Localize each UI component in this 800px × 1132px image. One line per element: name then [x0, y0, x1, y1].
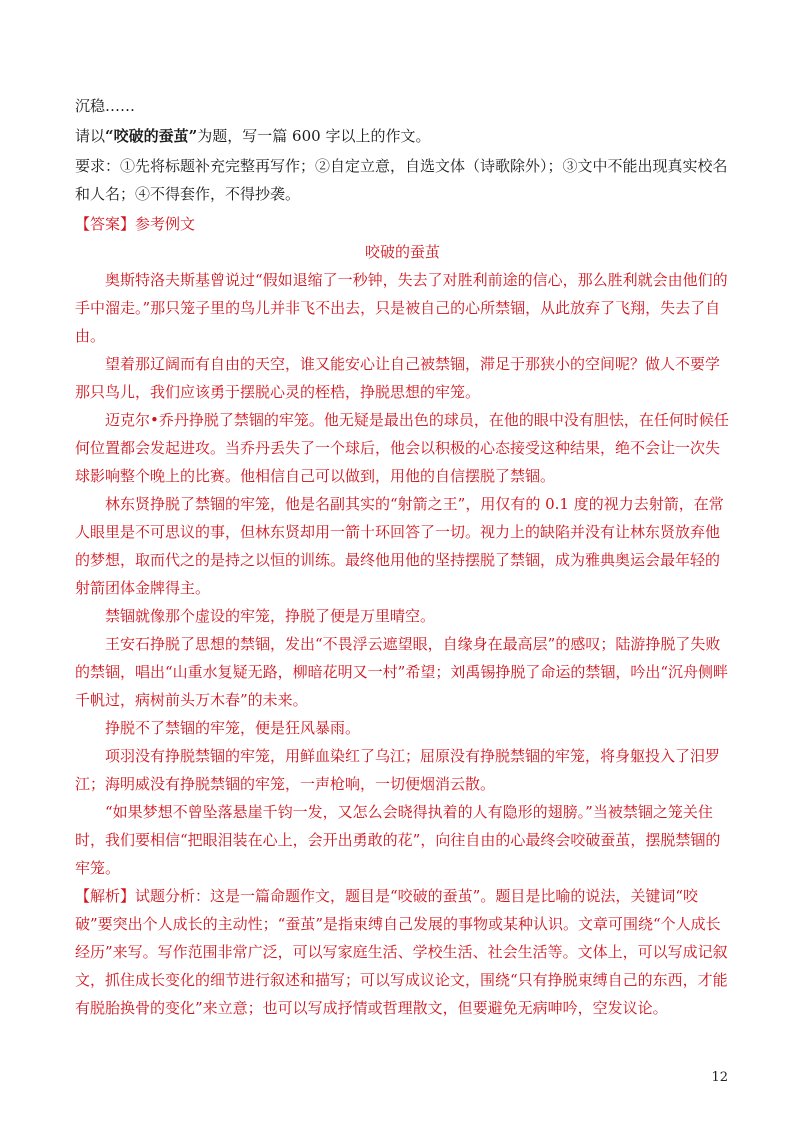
essay-paragraph: 项羽没有挣脱禁锢的牢笼，用鲜血染红了乌江；屈原没有挣脱禁锢的牢笼，将身躯投入了汨罗江；海明威没有挣脱禁锢的牢笼，一声枪响，一切便烟消云散。	[75, 747, 721, 793]
essay-paragraph: 禁锢就像那个虚设的牢笼，挣脱了便是万里晴空。	[105, 607, 436, 625]
essay-paragraph: “如果梦想不曾坠落悬崖千钧一发，又怎么会晓得执着的人有隐形的翅膀。”当被禁锢之笼关住时，我们要相信“把眼泪装在心上，会开出勇敢的花”，向往自由的心最终会咬破蚕茧，摆脱禁锢的牢笼。	[75, 803, 721, 877]
essay-paragraph: 迈克尔•乔丹挣脱了禁锢的牢笼。他无疑是最出色的球员，在他的眼中没有胆怯，在任何时候任何位置都会发起进攻。当乔丹丢失了一个球后，他会以积极的心态接受这种结果，绝不会让一次失球影响整个晚上的比赛。他相信自己可以做到，用他的自信摆脱了禁锢。	[75, 411, 729, 485]
essay-prompt	[75, 122, 730, 150]
prompt-title: “咬破的蚕茧”	[105, 127, 198, 145]
essay-title: 咬破的蚕茧	[364, 243, 440, 261]
essay-paragraph: 王安石挣脱了思想的禁锢，发出“不畏浮云遮望眼，自缘身在最高层”的感叹；陆游挣脱了失败的禁锢，唱出“山重水复疑无路，柳暗花明又一村”希望；刘禹锡挣脱了命运的禁锢，吟出“沉舟侧畔千帆过，病树前头万木春”的未来。	[75, 635, 729, 709]
essay-paragraph: 挣脱不了禁锢的牢笼，便是狂风暴雨。	[105, 719, 361, 737]
requirements: 要求：①先将标题补充完整再写作；②自定立意，自选文体（诗歌除外）；③文中不能出现真实校名和人名；④不得套作，不得抄袭。	[75, 157, 728, 203]
essay-paragraph: 林东贤挣脱了禁锢的牢笼，他是名副其实的“射箭之王”，用仅有的 0.1 度的视力去射箭，在常人眼里是不可思议的事，但林东贤却用一箭十环回答了一切。视力上的缺陷并没有让林东贤放弃他的梦想，取而代之的是持之以恒的训练。最终他用他的坚持摆脱了禁锢，成为雅典奥运会最年轻的射箭团体金牌得主。	[75, 495, 724, 597]
prompt-post: 为题，写一篇 600 字以上的作文。	[197, 127, 431, 145]
essay-paragraph: 奥斯特洛夫斯基曾说过“假如退缩了一秒钟，失去了对胜利前途的信心，那么胜利就会由他们的手中溜走。”那只笼子里的鸟儿并非飞不出去，只是被自己的心所禁锢，从此放弃了飞翔，失去了自由。	[75, 271, 728, 345]
prompt-pre: 请以	[75, 127, 106, 145]
page-content	[75, 92, 730, 1022]
essay-paragraph: 望着那辽阔而有自由的天空，谁又能安心让自己被禁锢，滞足于那狭小的空间呢？做人不要学那只鸟儿，我们应该勇于摆脱心灵的桎梏，挣脱思想的牢笼。	[75, 355, 721, 401]
question-line: 沉稳……	[75, 97, 136, 115]
analysis: 【解析】试题分析：这是一篇命题作文，题目是“咬破的蚕茧”。题目是比喻的说法，关键词“咬破”要突出个人成长的主动性；“蚕茧”是指束缚自己发展的事物或某种认识。文章可围绕“个人成长经历”来写。写作范围非常广泛，可以写家庭生活、学校生活、社会生活等。文体上，可以写成记叙文，抓住成长变化的细节进行叙述和描写；可以写成议论文，围绕“只有挣脱束缚自己的东西，才能有脱胎换骨的变化”来立意；也可以写成抒情或哲理散文，但要避免无病呻吟，空发议论。	[75, 887, 728, 1017]
page-number: 12	[711, 1070, 728, 1085]
answer-label: 【答案】参考例文	[75, 215, 196, 233]
